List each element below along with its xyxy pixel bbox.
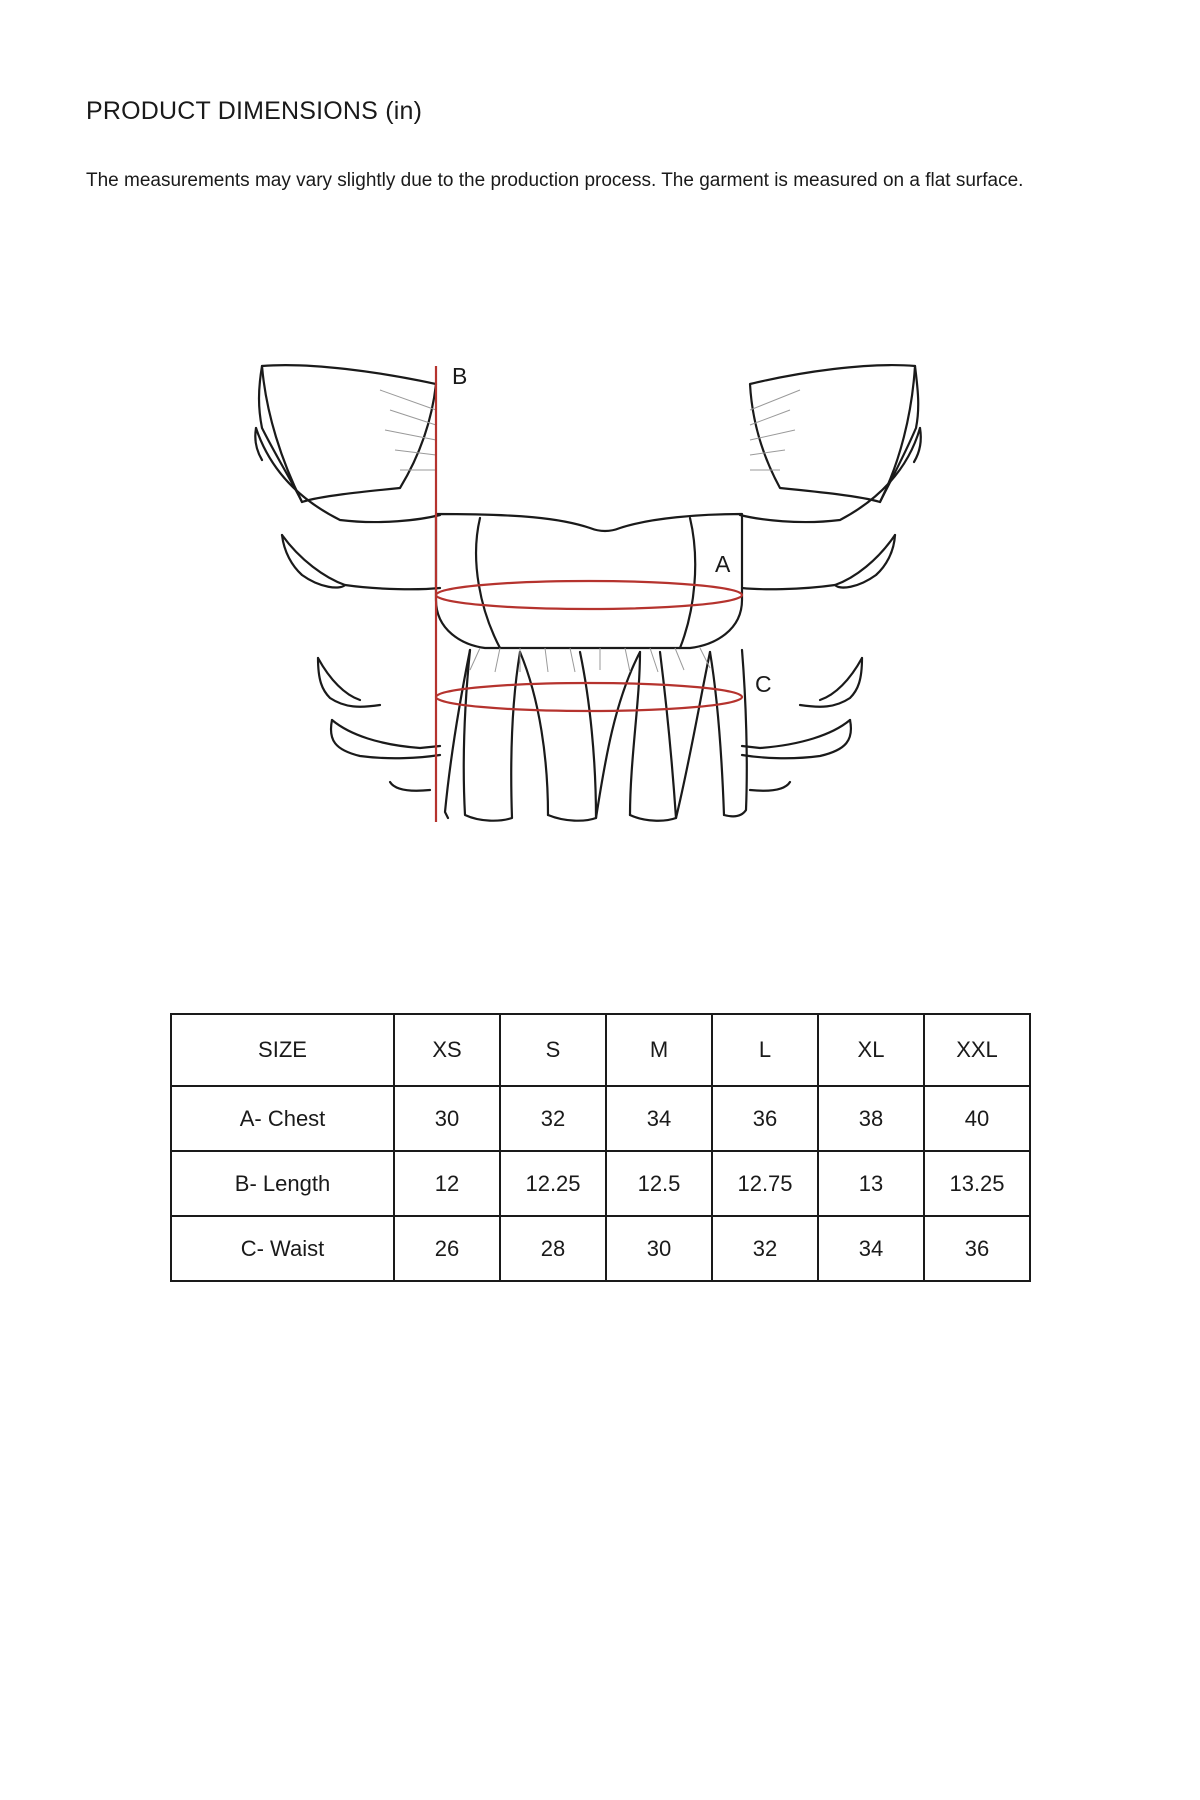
table-cell: 34: [606, 1086, 712, 1151]
row-label-chest: A- Chest: [171, 1086, 394, 1151]
size-s: S: [500, 1014, 606, 1086]
size-chart-table: [170, 1013, 1031, 1282]
page-title: PRODUCT DIMENSIONS (in): [86, 97, 423, 125]
table-cell: 12.25: [500, 1151, 606, 1216]
right-sleeve: [740, 365, 921, 791]
table-cell: 28: [500, 1216, 606, 1281]
measurement-lines: [436, 366, 742, 822]
size-xxl: XXL: [924, 1014, 1030, 1086]
table-cell: 36: [924, 1216, 1030, 1281]
size-l: L: [712, 1014, 818, 1086]
table-cell: 32: [712, 1216, 818, 1281]
table-cell: 12.75: [712, 1151, 818, 1216]
left-sleeve: [255, 365, 440, 791]
table-cell: 13.25: [924, 1151, 1030, 1216]
table-cell: 38: [818, 1086, 924, 1151]
gathering-lines: [380, 390, 800, 672]
chest-measure-ellipse: [436, 581, 742, 609]
peplum: [445, 650, 747, 821]
label-c: C: [755, 671, 772, 697]
table-cell: 30: [394, 1086, 500, 1151]
table-header-row: [171, 1014, 1030, 1086]
table-cell: 34: [818, 1216, 924, 1281]
table-cell: 26: [394, 1216, 500, 1281]
row-label-length: B- Length: [171, 1151, 394, 1216]
size-xl: XL: [818, 1014, 924, 1086]
table-cell: 30: [606, 1216, 712, 1281]
table-cell: 13: [818, 1151, 924, 1216]
table-cell: 12.5: [606, 1151, 712, 1216]
table-cell: 36: [712, 1086, 818, 1151]
measurement-note: The measurements may vary slightly due to the production process. The garment is measured on a flat surface.: [86, 170, 1024, 191]
table-cell: 12: [394, 1151, 500, 1216]
size-m: M: [606, 1014, 712, 1086]
size-header: SIZE: [171, 1014, 394, 1086]
garment-diagram: [0, 0, 1200, 860]
table-cell: 32: [500, 1086, 606, 1151]
table-row: [171, 1216, 1030, 1281]
table-row: [171, 1151, 1030, 1216]
size-xs: XS: [394, 1014, 500, 1086]
label-b: B: [452, 363, 468, 389]
label-a: A: [715, 551, 731, 577]
table-cell: 40: [924, 1086, 1030, 1151]
table-row: [171, 1086, 1030, 1151]
row-label-waist: C- Waist: [171, 1216, 394, 1281]
